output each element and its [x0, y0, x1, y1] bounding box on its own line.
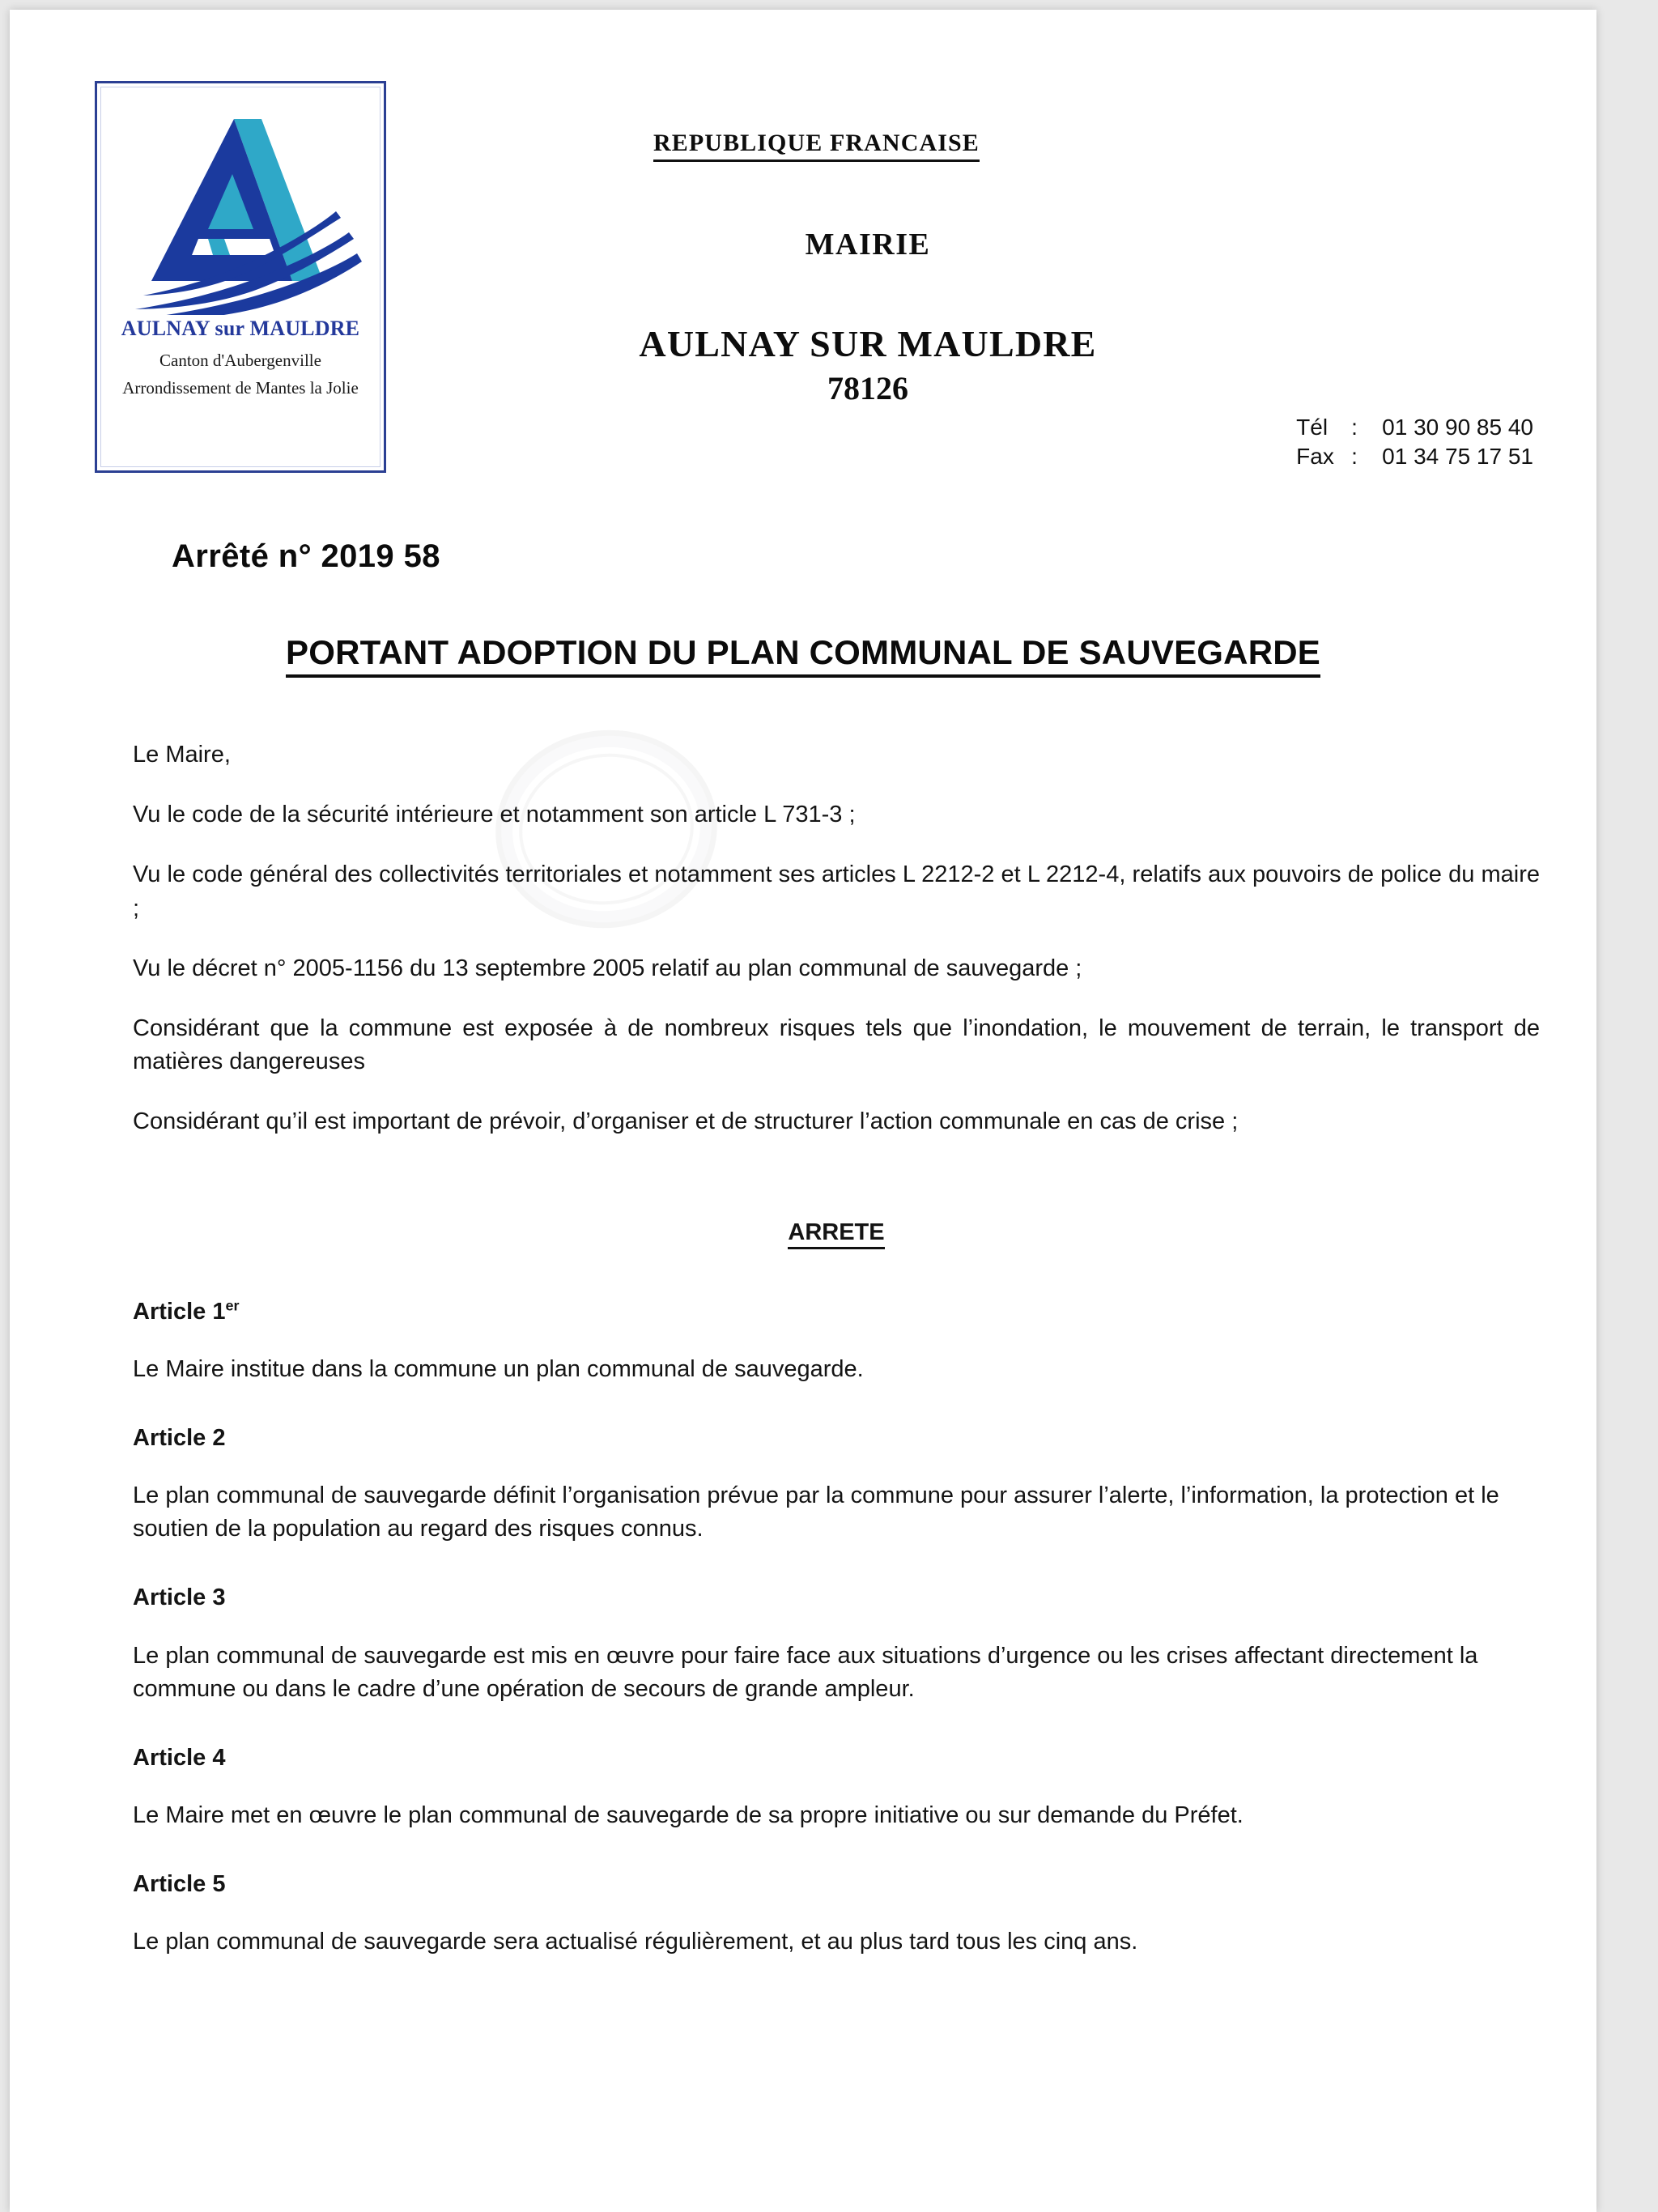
telephone-label: Tél: [1296, 415, 1329, 440]
telephone-value: 01 30 90 85 40: [1382, 415, 1533, 440]
republic-heading: REPUBLIQUE FRANCAISE: [653, 130, 980, 162]
commune-heading: AULNAY SUR MAULDRE: [639, 323, 1097, 364]
document-body: [133, 738, 1540, 1995]
considerant-1: Considérant que la commune est exposée à de nombreux risques tels que l’inondation, le mouvement de terrain, le transport de matières dangereuses: [133, 1015, 1540, 1075]
article-3-heading: Article 3: [133, 1585, 226, 1611]
logo-arrondissement: Arrondissement de Mantes la Jolie: [122, 378, 359, 398]
document-page: [10, 10, 1596, 2212]
contact-block: [1296, 413, 1533, 471]
article-5-text: Le plan communal de sauvegarde sera actualisé régulièrement, et au plus tard tous les cinq ans.: [133, 1929, 1138, 1955]
article-2-text: Le plan communal de sauvegarde définit l’organisation prévue par la commune pour assurer l’alerte, l’information, la protection et le soutien de la population au regard des risques connus.: [133, 1482, 1499, 1542]
article-4-text: Le Maire met en œuvre le plan communal de sauvegarde de sa propre initiative ou sur demande du Préfet.: [133, 1802, 1244, 1829]
arrete-number: Arrêté n° 2019 58: [172, 538, 440, 574]
logo-commune-name: AULNAY sur MAULDRE: [121, 317, 360, 340]
fax-row: [1296, 442, 1533, 471]
article-1-label: Article 1: [133, 1298, 226, 1325]
fax-label: Fax: [1296, 443, 1334, 469]
document-header: [10, 10, 1596, 487]
article-4: [133, 1742, 1540, 1832]
article-2-heading: Article 2: [133, 1424, 226, 1451]
article-5: [133, 1868, 1540, 1959]
visa-1: Vu le code de la sécurité intérieure et notamment son article L 731-3 ;: [133, 802, 856, 828]
commune-logo-box: [95, 81, 386, 473]
article-1-suffix: er: [225, 1296, 240, 1313]
considerant-2: Considérant qu’il est important de prévoir, d’organiser et de structurer l’action communale en cas de crise ;: [133, 1108, 1239, 1135]
article-3: [133, 1581, 1540, 1706]
article-3-text: Le plan communal de sauvegarde est mis en œuvre pour faire face aux situations d’urgence ou les crises affectant directement la commune ou dans le cadre d’une opération de secours de grande ampleur.: [133, 1642, 1478, 1702]
telephone-row: [1296, 413, 1533, 442]
postal-code: 78126: [827, 370, 908, 406]
page-title-text: PORTANT ADOPTION DU PLAN COMMUNAL DE SAUVEGARDE: [286, 633, 1320, 678]
article-5-heading: Article 5: [133, 1871, 226, 1898]
telephone-separator: :: [1351, 415, 1358, 440]
article-1: [133, 1295, 1540, 1386]
arrete-heading: [133, 1216, 1540, 1249]
page-title: [10, 633, 1596, 672]
mairie-heading: MAIRIE: [805, 228, 931, 262]
article-2: [133, 1422, 1540, 1546]
logo-canton: Canton d'Aubergenville: [159, 351, 321, 370]
article-1-heading: [133, 1295, 1540, 1329]
arrete-heading-text: ARRETE: [788, 1219, 884, 1249]
commune-logo-icon: [111, 96, 370, 315]
signatory-line: Le Maire,: [133, 742, 231, 768]
visa-2: Vu le code général des collectivités territoriales et notamment ses articles L 2212-2 et L 2212-4, relatifs aux pouvoirs de police du maire ;: [133, 861, 1540, 921]
fax-value: 01 34 75 17 51: [1382, 443, 1533, 469]
visa-3: Vu le décret n° 2005-1156 du 13 septembre 2005 relatif au plan communal de sauvegarde ;: [133, 955, 1082, 981]
fax-separator: :: [1351, 443, 1358, 469]
article-1-text: Le Maire institue dans la commune un plan communal de sauvegarde.: [133, 1355, 864, 1382]
article-4-heading: Article 4: [133, 1744, 226, 1771]
